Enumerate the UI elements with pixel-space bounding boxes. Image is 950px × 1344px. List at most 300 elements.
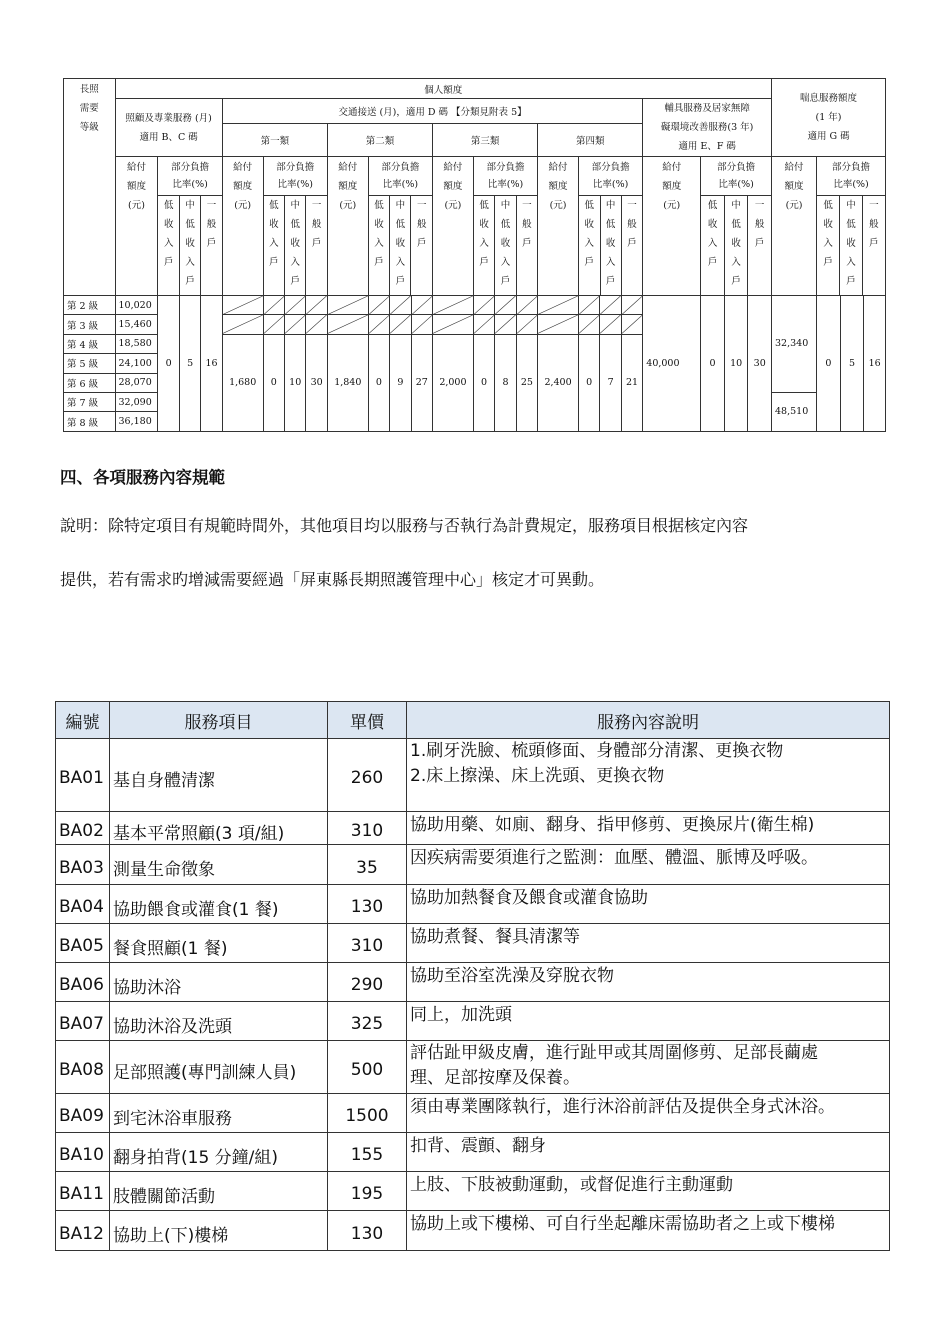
service-description — [407, 1211, 890, 1251]
copay-title — [474, 157, 537, 195]
label-line: 戶 — [500, 275, 511, 287]
not-applicable-cell — [578, 296, 599, 315]
label-line: 入 — [290, 256, 300, 268]
label-line: 收 — [731, 237, 741, 249]
label-line: 入 — [846, 256, 856, 268]
care-rate: 16 — [201, 296, 222, 432]
description-line: 協助上或下樓梯、可自行坐起離床需協助者之上或下樓梯 — [410, 1214, 835, 1234]
service-row — [56, 1133, 890, 1172]
label-line: 中 — [185, 199, 195, 211]
copay-type-row — [579, 195, 642, 295]
service-price: 310 — [328, 924, 407, 963]
low-income-header — [369, 195, 390, 295]
personal-quota-header: 個人額度 — [115, 79, 772, 99]
aids-amount: 40,000 — [643, 296, 701, 432]
mid-low-income-header — [285, 195, 306, 295]
not-applicable-cell — [411, 315, 432, 334]
general-header — [411, 195, 432, 295]
service-description — [407, 1094, 890, 1133]
copay-title — [579, 157, 642, 195]
label-line: 戶 — [584, 256, 594, 268]
label-line: (元) — [549, 200, 567, 211]
label-line: 入 — [823, 237, 833, 249]
care-amount: 10,020 — [115, 296, 158, 315]
header-code: 編號 — [56, 702, 110, 739]
respite-header — [772, 79, 886, 157]
level-label: 第 6 級 — [64, 373, 116, 392]
label-line: 收 — [605, 237, 616, 249]
label-line: 中 — [290, 199, 300, 211]
not-applicable-cell — [473, 315, 494, 334]
service-price: 35 — [328, 845, 407, 885]
label-line: 低 — [163, 199, 174, 211]
copay-subtable — [579, 157, 642, 295]
pay-amount-header — [643, 157, 701, 296]
service-price: 290 — [328, 963, 407, 1002]
not-applicable-cell — [578, 315, 599, 334]
service-price: 130 — [328, 885, 407, 924]
pay-amount-header — [327, 157, 368, 296]
transport-rate: 30 — [306, 334, 327, 431]
label-line: 給付 — [784, 162, 804, 173]
mid-low-income-header — [390, 195, 411, 295]
care-header — [115, 99, 222, 157]
service-description — [407, 739, 890, 812]
label-line: 部分負擔 — [832, 161, 871, 173]
not-applicable-cell — [538, 296, 579, 315]
label-line: 部分負擔 — [276, 161, 315, 173]
label-line: 比率(%) — [487, 178, 524, 190]
transport-rate: 7 — [600, 334, 621, 431]
not-applicable-cell — [600, 315, 621, 334]
service-row — [56, 924, 890, 963]
copay-title-row — [817, 157, 885, 195]
label-line: 比率(%) — [718, 178, 754, 190]
level-header — [64, 79, 116, 296]
not-applicable-cell — [538, 315, 579, 334]
service-row — [56, 845, 890, 885]
label-line: 般 — [869, 218, 879, 230]
label-line: 長照 — [79, 84, 99, 95]
level-label: 第 3 級 — [64, 315, 116, 334]
service-description — [407, 924, 890, 963]
label-line: 戶 — [395, 275, 406, 287]
transport-class-2: 第二類 — [327, 123, 432, 156]
transport-amount: 1,840 — [327, 334, 368, 431]
service-description — [407, 1133, 890, 1172]
label-line: 低 — [479, 199, 489, 211]
service-row — [56, 1041, 890, 1094]
transport-class-3: 第三類 — [433, 123, 538, 156]
copay-title-row — [579, 157, 642, 195]
label-line: 低 — [395, 218, 406, 230]
not-applicable-cell — [368, 315, 389, 334]
label-line: 給付 — [233, 162, 253, 173]
service-code: BA05 — [56, 924, 110, 963]
description-line-2: 提供，若有需求旳增減需要經過「屏東縣長期照護管理中心」核定才可異動。 — [60, 570, 605, 589]
subsidy-table — [63, 78, 886, 432]
label-line: 等級 — [79, 122, 99, 133]
not-applicable-cell — [473, 296, 494, 315]
label-line: 收 — [500, 237, 511, 249]
copay-subtable — [369, 157, 432, 295]
not-applicable-cell — [222, 315, 263, 334]
care-amount: 18,580 — [115, 334, 158, 353]
not-applicable-cell — [495, 315, 516, 334]
header-description: 服務內容說明 — [407, 702, 890, 739]
copay-title — [817, 157, 885, 195]
label-line: 收 — [290, 237, 300, 249]
service-table — [55, 701, 890, 1251]
label-line: (元) — [785, 200, 803, 211]
label-line: 收 — [707, 218, 718, 230]
label-line: 戶 — [374, 256, 384, 268]
table-row — [64, 296, 886, 315]
label-line: 戶 — [823, 256, 833, 268]
label-line: 戶 — [290, 275, 300, 287]
label-line: 戶 — [605, 275, 616, 287]
label-line: 低 — [846, 218, 856, 230]
service-description — [407, 885, 890, 924]
level-label: 第 4 級 — [64, 334, 116, 353]
label-line: (元) — [234, 200, 252, 211]
service-row — [56, 1094, 890, 1133]
description-line: 協助加熱餐食及餵食或灌食協助 — [410, 888, 648, 908]
description-line: 因疾病需要須進行之監測：血壓、體溫、脈博及呼吸。 — [410, 848, 818, 868]
transport-amount: 2,000 — [433, 334, 474, 431]
label-line: 低 — [731, 218, 741, 230]
low-income-header — [701, 195, 724, 295]
service-code: BA02 — [56, 812, 110, 845]
label-line: 收 — [584, 218, 594, 230]
copay-header — [817, 157, 886, 296]
service-code: BA08 — [56, 1041, 110, 1094]
service-description — [407, 845, 890, 885]
low-income-header — [474, 195, 495, 295]
not-applicable-cell — [306, 315, 327, 334]
label-line: 一 — [754, 199, 765, 211]
not-applicable-cell — [600, 296, 621, 315]
service-code: BA09 — [56, 1094, 110, 1133]
copay-title — [701, 157, 771, 195]
service-item: 餐食照顧(1 餐) — [110, 924, 328, 963]
copay-title — [158, 157, 221, 195]
service-code: BA10 — [56, 1133, 110, 1172]
label-line: 低 — [500, 218, 511, 230]
table-row — [64, 79, 886, 99]
label-line: 入 — [707, 237, 718, 249]
label-line: 中 — [846, 199, 856, 211]
level-label: 第 7 級 — [64, 392, 116, 411]
label-line: 低 — [584, 199, 594, 211]
respite-rate: 16 — [864, 296, 886, 432]
header-price: 單價 — [328, 702, 407, 739]
label-line: 額度 — [784, 181, 804, 192]
label-line: 給付 — [126, 162, 146, 173]
copay-title — [264, 157, 327, 195]
label-line: 入 — [605, 256, 616, 268]
label-line: 低 — [374, 199, 384, 211]
mid-low-income-header — [724, 195, 747, 295]
service-price: 155 — [328, 1133, 407, 1172]
label-line: (元) — [444, 200, 462, 211]
not-applicable-cell — [621, 296, 642, 315]
description-line-1: 說明：除特定項目有規範時間外，其他項目均以服務与否執行為計費規定，服務項目根据核定內容 — [60, 516, 749, 535]
transport-rate: 8 — [495, 334, 516, 431]
label-line: 一 — [311, 199, 322, 211]
label-line: 額度 — [548, 181, 568, 192]
label-line: 戶 — [163, 256, 174, 268]
label-line: 戶 — [522, 237, 532, 249]
label-line: 低 — [605, 218, 616, 230]
service-description — [407, 1002, 890, 1041]
service-item: 到宅沐浴車服務 — [110, 1094, 328, 1133]
label-line: 額度 — [126, 181, 146, 192]
low-income-header — [579, 195, 600, 295]
service-price: 310 — [328, 812, 407, 845]
label-line: 收 — [185, 237, 195, 249]
copay-header — [368, 157, 432, 296]
general-header — [862, 195, 885, 295]
care-amount: 24,100 — [115, 354, 158, 373]
respite-title: 喘息服務額度 — [800, 93, 858, 104]
description-line: 同上，加洗頭 — [410, 1005, 512, 1025]
not-applicable-cell — [516, 315, 537, 334]
section-title: 四、各項服務內容規範 — [60, 468, 225, 487]
label-line: 一 — [206, 199, 217, 211]
copay-type-row — [369, 195, 432, 295]
not-applicable-cell — [495, 296, 516, 315]
mid-low-income-header — [600, 195, 621, 295]
label-line: 一 — [522, 199, 532, 211]
service-row — [56, 1172, 890, 1211]
general-header — [516, 195, 537, 295]
description-line: 理、足部按摩及保養。 — [410, 1068, 580, 1088]
label-line: 收 — [374, 218, 384, 230]
label-line: 中 — [605, 199, 616, 211]
service-description — [407, 1041, 890, 1094]
service-item: 足部照護(專門訓練人員) — [110, 1041, 328, 1094]
label-line: 入 — [269, 237, 279, 249]
service-row — [56, 1002, 890, 1041]
general-header — [201, 195, 222, 295]
label-line: 額度 — [233, 181, 253, 192]
service-item: 肢體關節活動 — [110, 1172, 328, 1211]
copay-subtable — [264, 157, 327, 295]
label-line: 戶 — [627, 237, 637, 249]
label-line: 收 — [163, 218, 174, 230]
label-line: 入 — [374, 237, 384, 249]
table-row — [64, 99, 886, 124]
label-line: 比率(%) — [172, 178, 208, 190]
label-line: 入 — [731, 256, 741, 268]
label-line: 給付 — [338, 162, 358, 173]
service-description — [407, 1172, 890, 1211]
copay-subtable — [474, 157, 537, 295]
aids-rate: 0 — [701, 296, 725, 432]
label-line: 收 — [479, 218, 489, 230]
label-line: 戶 — [846, 275, 856, 287]
label-line: 戶 — [269, 256, 279, 268]
service-description — [407, 812, 890, 845]
copay-subtable — [158, 157, 221, 295]
not-applicable-cell — [390, 315, 411, 334]
transport-rate: 0 — [578, 334, 599, 431]
level-label: 第 2 級 — [64, 296, 116, 315]
description-line: 須由專業團隊執行，進行沐浴前評估及提供全身式沐浴。 — [410, 1097, 835, 1117]
label-line: 低 — [823, 199, 833, 211]
label-line: 收 — [395, 237, 406, 249]
label-line: 收 — [269, 218, 279, 230]
copay-header — [263, 157, 327, 296]
service-item: 協助餵食或灌食(1 餐) — [110, 885, 328, 924]
not-applicable-cell — [411, 296, 432, 315]
pay-amount-header — [772, 157, 817, 296]
label-line: 般 — [627, 218, 637, 230]
care-amount: 15,460 — [115, 315, 158, 334]
service-item: 測量生命徵象 — [110, 845, 328, 885]
not-applicable-cell — [327, 296, 368, 315]
label-line: 需要 — [79, 103, 99, 114]
general-header — [748, 195, 771, 295]
label-line: 般 — [206, 218, 217, 230]
label-line: 戶 — [479, 256, 489, 268]
label-line: 額度 — [443, 181, 463, 192]
copay-title-row — [701, 157, 771, 195]
label-line: 入 — [584, 237, 594, 249]
label-line: 中 — [395, 199, 406, 211]
care-code: 適用 B、C 碼 — [139, 131, 198, 143]
label-line: 比率(%) — [277, 178, 313, 190]
transport-header: 交通接送 (月)，適用 D 碼 【分類見附表 5】 — [222, 99, 643, 124]
service-item: 協助沐浴 — [110, 963, 328, 1002]
service-row — [56, 963, 890, 1002]
transport-rate: 0 — [263, 334, 284, 431]
respite-amount-a: 32,340 — [772, 296, 817, 393]
label-line: 戶 — [869, 237, 879, 249]
transport-rate: 21 — [621, 334, 642, 431]
label-line: 低 — [269, 199, 279, 211]
service-item: 協助上(下)樓梯 — [110, 1211, 328, 1251]
copay-type-row — [158, 195, 221, 295]
description-line: 1.刷牙洗臉、梳頭修面、身體部分清潔、更換衣物 — [410, 741, 784, 761]
level-label: 第 5 級 — [64, 354, 116, 373]
label-line: 戶 — [185, 275, 195, 287]
copay-type-row — [264, 195, 327, 295]
label-line: 一 — [627, 199, 637, 211]
label-line: 低 — [290, 218, 300, 230]
label-line: 給付 — [443, 162, 463, 173]
service-item: 協助沐浴及洗頭 — [110, 1002, 328, 1041]
aids-line-1: 輔具服務及居家無障 — [664, 103, 750, 114]
table-row — [64, 157, 886, 296]
transport-class-1: 第一類 — [222, 123, 327, 156]
label-line: 收 — [846, 237, 856, 249]
not-applicable-cell — [285, 315, 306, 334]
description-line: 上肢、下肢被動運動，或督促進行主動運動 — [410, 1175, 733, 1195]
general-header — [306, 195, 327, 295]
copay-header — [473, 157, 537, 296]
copay-type-row — [701, 195, 771, 295]
service-item: 翻身拍背(15 分鐘/組) — [110, 1133, 328, 1172]
label-line: (元) — [128, 200, 145, 211]
service-code: BA03 — [56, 845, 110, 885]
not-applicable-cell — [306, 296, 327, 315]
label-line: 戶 — [206, 237, 217, 249]
description-line: 扣背、震顫、翻身 — [410, 1136, 546, 1156]
service-price: 1500 — [328, 1094, 407, 1133]
transport-amount: 2,400 — [538, 334, 579, 431]
copay-title-row — [264, 157, 327, 195]
service-code: BA12 — [56, 1211, 110, 1251]
transport-rate: 10 — [285, 334, 306, 431]
description-line: 協助用藥、如廁、翻身、指甲修剪、更換尿片(衛生棉) — [410, 815, 815, 835]
label-line: 額度 — [338, 181, 358, 192]
service-code: BA01 — [56, 739, 110, 812]
general-header — [621, 195, 642, 295]
care-title: 照顧及專業服務 (月) — [125, 112, 212, 124]
label-line: 入 — [185, 256, 195, 268]
label-line: (元) — [663, 200, 681, 211]
low-income-header — [264, 195, 285, 295]
respite-rate: 0 — [817, 296, 841, 432]
service-price: 260 — [328, 739, 407, 812]
copay-title-row — [158, 157, 221, 195]
service-table-header — [56, 702, 890, 739]
label-line: 入 — [395, 256, 406, 268]
label-line: 中 — [500, 199, 511, 211]
level-label: 第 8 級 — [64, 412, 116, 431]
transport-rate: 27 — [411, 334, 432, 431]
not-applicable-cell — [368, 296, 389, 315]
label-line: 收 — [823, 218, 833, 230]
care-rate: 0 — [158, 296, 179, 432]
service-price: 500 — [328, 1041, 407, 1094]
pay-amount-header — [115, 157, 158, 296]
respite-amount-b: 48,510 — [772, 392, 817, 431]
transport-class-4: 第四類 — [538, 123, 643, 156]
low-income-header — [158, 195, 179, 295]
service-code: BA04 — [56, 885, 110, 924]
aids-rate: 30 — [748, 296, 772, 432]
not-applicable-cell — [285, 296, 306, 315]
label-line: 低 — [707, 199, 718, 211]
transport-rate: 25 — [516, 334, 537, 431]
care-amount: 28,070 — [115, 373, 158, 392]
service-code: BA07 — [56, 1002, 110, 1041]
service-row — [56, 739, 890, 812]
service-item: 基本平常照顧(3 項/組) — [110, 812, 328, 845]
pay-amount-header — [538, 157, 579, 296]
label-line: 般 — [522, 218, 532, 230]
label-line: 給付 — [662, 162, 682, 173]
service-item: 基自身體清潔 — [110, 739, 328, 812]
label-line: 一 — [416, 199, 427, 211]
service-price: 130 — [328, 1211, 407, 1251]
description-line: 評估趾甲級皮膚，進行趾甲或其周圍修剪、足部長繭處 — [410, 1043, 818, 1063]
description-line: 協助至浴室洗澡及穿脫衣物 — [410, 966, 614, 986]
label-line: (元) — [339, 200, 357, 211]
label-line: 戶 — [311, 237, 322, 249]
service-price: 325 — [328, 1002, 407, 1041]
label-line: 部分負擔 — [171, 161, 210, 173]
label-line: 額度 — [662, 181, 682, 192]
copay-title-row — [369, 157, 432, 195]
not-applicable-cell — [433, 315, 474, 334]
not-applicable-cell — [263, 315, 284, 334]
respite-year: (1 年) — [815, 112, 842, 123]
not-applicable-cell — [516, 296, 537, 315]
